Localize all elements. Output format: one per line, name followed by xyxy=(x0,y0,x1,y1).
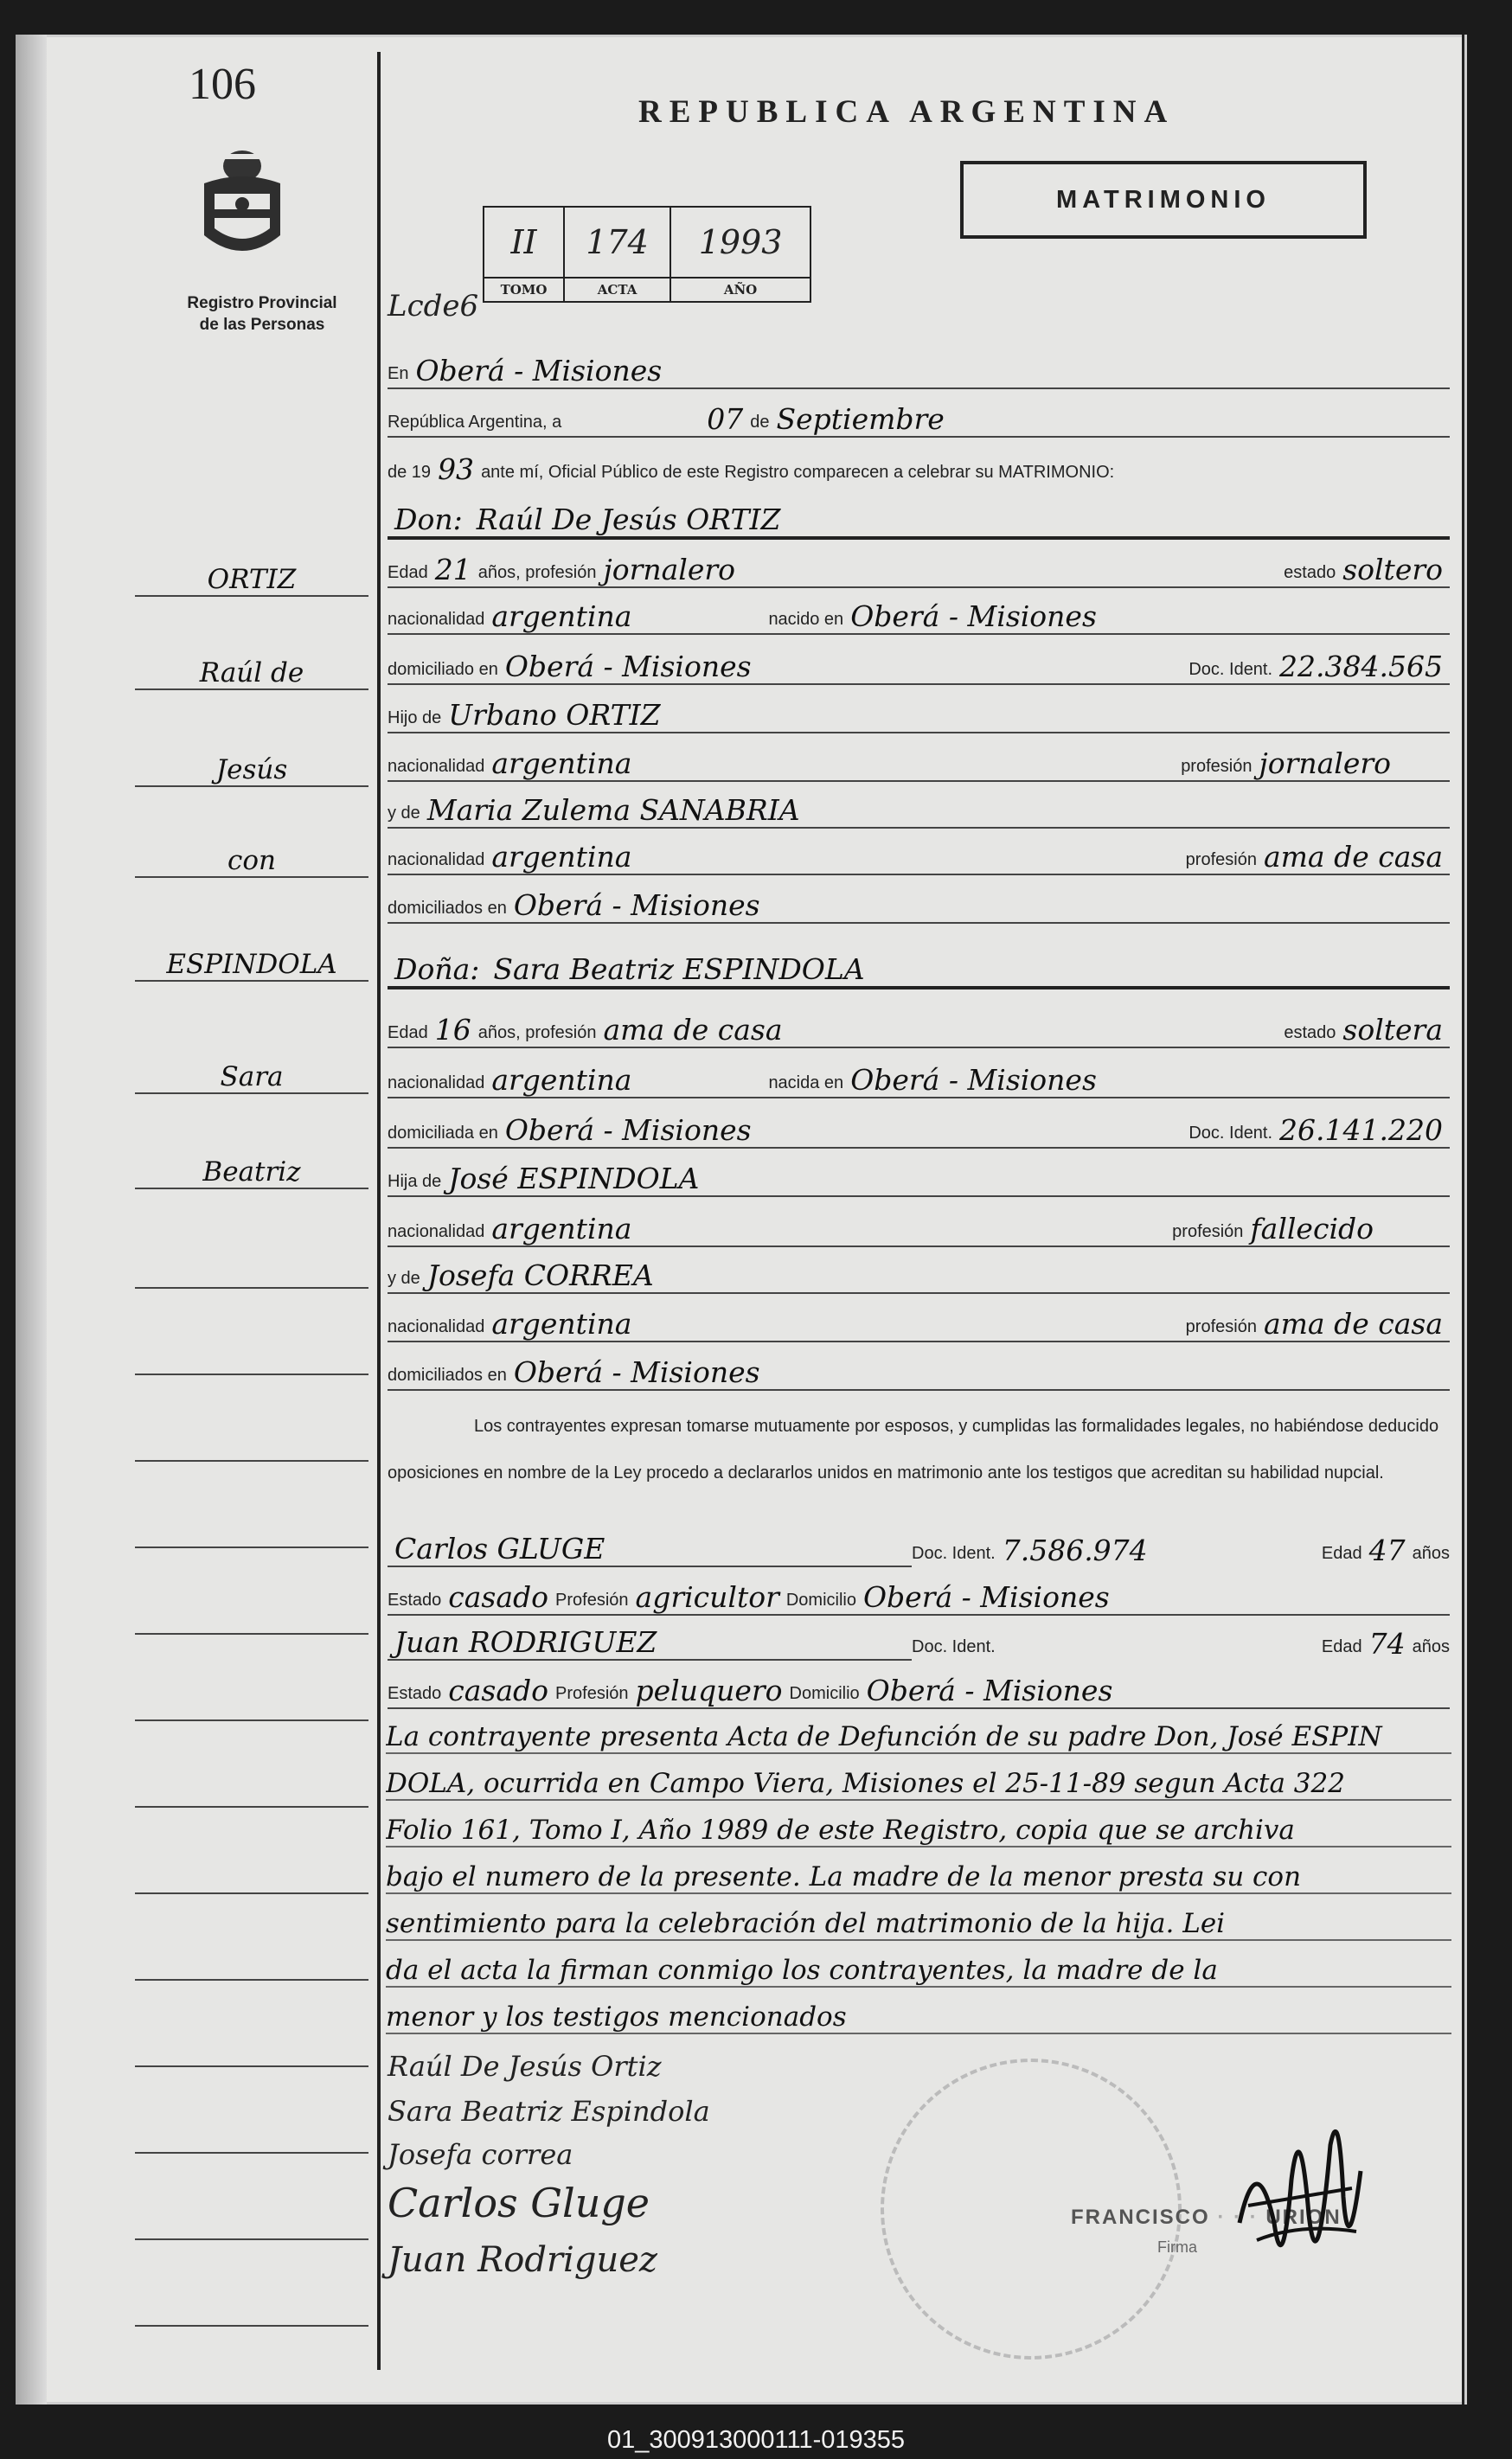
note-line: Folio 161, Tomo I, Año 1989 de este Registro, copia que se archiva xyxy=(386,1803,1451,1847)
witness-1-line xyxy=(388,1524,1450,1567)
bride-mother-line xyxy=(388,1249,1450,1294)
stamp-name-start: FRANCISCO xyxy=(1071,2206,1210,2229)
domiciliados-label: domiciliados en xyxy=(388,899,507,918)
de-label: de xyxy=(750,413,770,432)
margin-name: Raúl de xyxy=(199,657,304,688)
groom-doc: 22.384.565 xyxy=(1279,650,1443,683)
year-prefix: de 19 xyxy=(388,463,432,482)
bride-age-line xyxy=(388,1003,1450,1048)
bride-parents-domicile-line xyxy=(388,1346,1450,1391)
domicilio-label: Domicilio xyxy=(785,1591,856,1610)
bride-doc: 26.141.220 xyxy=(1279,1113,1443,1147)
bride-father-line xyxy=(388,1152,1450,1197)
bride-name: Sara Beatriz ESPINDOLA xyxy=(493,952,865,986)
page-number: 106 xyxy=(189,60,256,109)
act-type-box xyxy=(960,161,1367,239)
margin-name: ESPINDOLA xyxy=(166,949,337,980)
right-edge-line xyxy=(1462,35,1464,2405)
appear-line xyxy=(388,443,1450,486)
margin-rule xyxy=(135,1418,368,1462)
edad-label: Edad xyxy=(388,563,428,582)
witness-2-age: 74 xyxy=(1368,1627,1406,1661)
official-signature-icon xyxy=(1222,2093,1369,2318)
bride-prefix: Doña: xyxy=(394,952,480,986)
estado-label: Estado xyxy=(388,1591,442,1610)
margin-divider xyxy=(377,52,381,2370)
margin-name: Sara xyxy=(220,1061,284,1092)
witness-2-name: Juan RODRIGUEZ xyxy=(388,1625,912,1661)
groom-mother-nat: argentina xyxy=(491,840,632,874)
margin-rule xyxy=(135,1332,368,1375)
witness-1-domicile: Oberá - Misiones xyxy=(862,1580,1110,1614)
margin-name-row xyxy=(135,647,368,690)
signature: Raúl De Jesús Ortiz xyxy=(388,2050,662,2083)
margin-name: Beatriz xyxy=(202,1156,301,1188)
profesion-label: Profesión xyxy=(555,1684,629,1703)
groom-age: 21 xyxy=(434,553,471,586)
groom-father-prof: jornalero xyxy=(1259,746,1391,780)
acta-label: ACTA xyxy=(564,278,670,302)
groom-domicile-line xyxy=(388,640,1450,685)
margin-name: con xyxy=(227,845,276,876)
domicilio-label: Domicilio xyxy=(789,1684,860,1703)
bride-domicile-line xyxy=(388,1104,1450,1149)
stamp-subtitle: Firma xyxy=(1157,2238,1197,2256)
witness-2-detail-line xyxy=(388,1664,1450,1709)
doc-ident-label: Doc. Ident. xyxy=(912,1637,996,1656)
groom-prefix: Don: xyxy=(394,503,463,536)
margin-name-row xyxy=(135,938,368,982)
edad-label: Edad xyxy=(1321,1637,1362,1656)
signature: Juan Rodriguez xyxy=(388,2240,657,2280)
groom-father-nat: argentina xyxy=(491,746,632,780)
bride-father-prof: fallecido xyxy=(1250,1212,1374,1246)
domiciliada-label: domiciliada en xyxy=(388,1124,498,1143)
witness-1-detail-line xyxy=(388,1571,1450,1616)
nacionalidad-label: nacionalidad xyxy=(388,610,485,629)
bride-domicile: Oberá - Misiones xyxy=(504,1113,752,1147)
groom-domicile: Oberá - Misiones xyxy=(504,650,752,683)
margin-name: Jesús xyxy=(215,754,288,785)
month-value: Septiembre xyxy=(776,402,945,436)
margin-name-row xyxy=(135,1051,368,1094)
margin-rule xyxy=(135,2283,368,2327)
tomo-label: TOMO xyxy=(484,278,564,302)
witness-1-name: Carlos GLUGE xyxy=(388,1532,912,1567)
registry-name-line2: de las Personas xyxy=(199,316,325,334)
groom-father: Urbano ORTIZ xyxy=(448,698,661,732)
bride-father-nat-line xyxy=(388,1202,1450,1247)
republica-label: República Argentina, a xyxy=(388,413,562,432)
groom-parents-domicile-line xyxy=(388,879,1450,924)
profesion-label: años, profesión xyxy=(477,563,597,582)
hija-de-label: Hija de xyxy=(388,1172,442,1191)
signature: Josefa correa xyxy=(388,2138,573,2171)
bride-parents-domicile: Oberá - Misiones xyxy=(513,1355,760,1389)
margin-rule xyxy=(135,1591,368,1635)
bride-father: José ESPINDOLA xyxy=(448,1162,700,1195)
groom-mother: Maria Zulema SANABRIA xyxy=(426,793,800,827)
register-page xyxy=(16,35,1467,2405)
day-value: 07 xyxy=(707,402,744,436)
groom-mother-prof: ama de casa xyxy=(1263,840,1443,874)
registry-name-line1: Registro Provincial xyxy=(187,294,337,312)
place-value: Oberá - Misiones xyxy=(415,354,663,387)
bride-nationality-line xyxy=(388,1053,1450,1098)
document-title: REPUBLICA ARGENTINA xyxy=(638,94,1176,130)
groom-name: Raúl De Jesús ORTIZ xyxy=(476,503,781,536)
groom-father-nat-line xyxy=(388,737,1450,782)
groom-name-line xyxy=(388,493,1450,540)
signature: Sara Beatriz Espindola xyxy=(388,2095,710,2128)
witness-1-status: casado xyxy=(448,1580,549,1614)
margin-rule xyxy=(135,1505,368,1548)
bride-birthplace: Oberá - Misiones xyxy=(850,1063,1097,1097)
witness-1-age: 47 xyxy=(1368,1534,1406,1567)
anos-label: años xyxy=(1412,1544,1450,1563)
groom-nationality-line xyxy=(388,590,1450,635)
nacionalidad-label: nacionalidad xyxy=(388,850,485,869)
ano-value: 1993 xyxy=(670,207,810,278)
profesion-label: profesión xyxy=(1185,1317,1257,1336)
margin-rule xyxy=(135,1937,368,1981)
note-line: menor y los testigos mencionados xyxy=(386,1989,1451,2034)
coat-of-arms-icon xyxy=(195,131,289,266)
act-type: MATRIMONIO xyxy=(1056,185,1271,214)
doc-ident-label: Doc. Ident. xyxy=(1188,660,1273,679)
y-de-label: y de xyxy=(388,804,420,823)
nacionalidad-label: nacionalidad xyxy=(388,1073,485,1092)
profesion-label: profesión xyxy=(1172,1222,1244,1241)
stamp-name-end: URION xyxy=(1265,2206,1342,2229)
bride-age: 16 xyxy=(434,1013,471,1047)
book-spine xyxy=(16,35,47,2405)
profesion-label: Profesión xyxy=(555,1591,629,1610)
note-line: La contrayente presenta Acta de Defunción de su padre Don, José ESPIN xyxy=(386,1709,1451,1754)
stamp-name: FRANCISCO · · · URION xyxy=(1071,2206,1342,2229)
margin-rule xyxy=(135,1764,368,1808)
margin-name-row xyxy=(135,554,368,597)
date-line xyxy=(388,393,1450,438)
bride-status: soltera xyxy=(1342,1013,1443,1047)
book-code: Lcde6 xyxy=(388,289,479,323)
margin-name: ORTIZ xyxy=(207,564,297,595)
note-line: DOLA, ocurrida en Campo Viera, Misiones el 25-11-89 segun Acta 322 xyxy=(386,1756,1451,1801)
groom-age-line xyxy=(388,543,1450,588)
bride-nationality: argentina xyxy=(491,1063,632,1097)
margin-name-row xyxy=(135,835,368,878)
witness-1-doc: 7.586.974 xyxy=(1002,1534,1148,1567)
margin-rule xyxy=(135,1246,368,1289)
edad-label: Edad xyxy=(1321,1544,1362,1563)
nacionalidad-label: nacionalidad xyxy=(388,757,485,776)
groom-father-line xyxy=(388,688,1450,733)
groom-profession: jornalero xyxy=(603,553,736,586)
margin-name-row xyxy=(135,1146,368,1189)
groom-parents-domicile: Oberá - Misiones xyxy=(513,888,760,922)
y-de-label: y de xyxy=(388,1269,420,1288)
en-label: En xyxy=(388,364,409,383)
estado-label: estado xyxy=(1284,1023,1336,1042)
groom-mother-line xyxy=(388,784,1450,829)
bride-mother-prof: ama de casa xyxy=(1263,1307,1443,1341)
estado-label: estado xyxy=(1284,563,1336,582)
appear-text: ante mí, Oficial Público de este Registro comparecen a celebrar su MATRIMONIO: xyxy=(481,463,1115,482)
bride-father-nat: argentina xyxy=(491,1212,632,1246)
bride-profession: ama de casa xyxy=(603,1013,783,1047)
edad-label: Edad xyxy=(388,1023,428,1042)
acta-value: 174 xyxy=(564,207,670,278)
margin-name-row xyxy=(135,744,368,787)
groom-status: soltero xyxy=(1342,553,1443,586)
image-id-footer: 01_300913000111-019355 xyxy=(606,2426,906,2454)
witness-1-profession: agricultor xyxy=(635,1580,779,1614)
hijo-de-label: Hijo de xyxy=(388,708,442,727)
tomo-value: II xyxy=(484,207,564,278)
margin-rule xyxy=(135,1678,368,1721)
margin-rule xyxy=(135,2110,368,2154)
bride-mother-nat: argentina xyxy=(491,1307,632,1341)
registry-name xyxy=(145,292,379,336)
anos-label: años xyxy=(1412,1637,1450,1656)
nacido-label: nacido en xyxy=(768,610,844,629)
margin-rule xyxy=(135,2024,368,2067)
note-line: sentimiento para la celebración del matrimonio de la hija. Lei xyxy=(386,1896,1451,1941)
witness-2-status: casado xyxy=(448,1674,549,1707)
signature: Carlos Gluge xyxy=(388,2180,650,2226)
bride-mother: Josefa CORREA xyxy=(426,1258,654,1292)
margin-rule xyxy=(135,1851,368,1894)
groom-birthplace: Oberá - Misiones xyxy=(850,599,1097,633)
nacionalidad-label: nacionalidad xyxy=(388,1317,485,1336)
bride-name-line xyxy=(388,943,1450,989)
profesion-label: profesión xyxy=(1185,850,1257,869)
book-reference-table xyxy=(483,206,811,310)
doc-ident-label: Doc. Ident. xyxy=(912,1544,996,1563)
bride-mother-nat-line xyxy=(388,1297,1450,1342)
nacionalidad-label: nacionalidad xyxy=(388,1222,485,1241)
margin-rule xyxy=(135,2197,368,2240)
domiciliados-label: domiciliados en xyxy=(388,1366,507,1385)
witness-2-domicile: Oberá - Misiones xyxy=(866,1674,1113,1707)
groom-nationality: argentina xyxy=(491,599,632,633)
witness-2-line xyxy=(388,1617,1450,1661)
doc-ident-label: Doc. Ident. xyxy=(1188,1124,1273,1143)
domiciliado-label: domiciliado en xyxy=(388,660,498,679)
witness-2-profession: peluquero xyxy=(635,1674,783,1707)
note-line: bajo el numero de la presente. La madre de la menor presta su con xyxy=(386,1849,1451,1894)
nacida-label: nacida en xyxy=(768,1073,844,1092)
note-line: da el acta la firman conmigo los contrayentes, la madre de la xyxy=(386,1943,1451,1988)
ano-label: AÑO xyxy=(670,278,810,302)
groom-mother-nat-line xyxy=(388,830,1450,875)
place-line xyxy=(388,344,1450,389)
year-suffix: 93 xyxy=(438,452,475,486)
legal-clause: Los contrayentes expresan tomarse mutuamente por esposos, y cumplidas las formalidades legales, no habiéndose deducido oposiciones en nombre de la Ley procedo a declararlos unidos en matrimonio ante los testigos que acreditan su habilidad nupcial. xyxy=(388,1417,1439,1482)
profesion-label: años, profesión xyxy=(477,1023,597,1042)
estado-label: Estado xyxy=(388,1684,442,1703)
profesion-label: profesión xyxy=(1181,757,1253,776)
